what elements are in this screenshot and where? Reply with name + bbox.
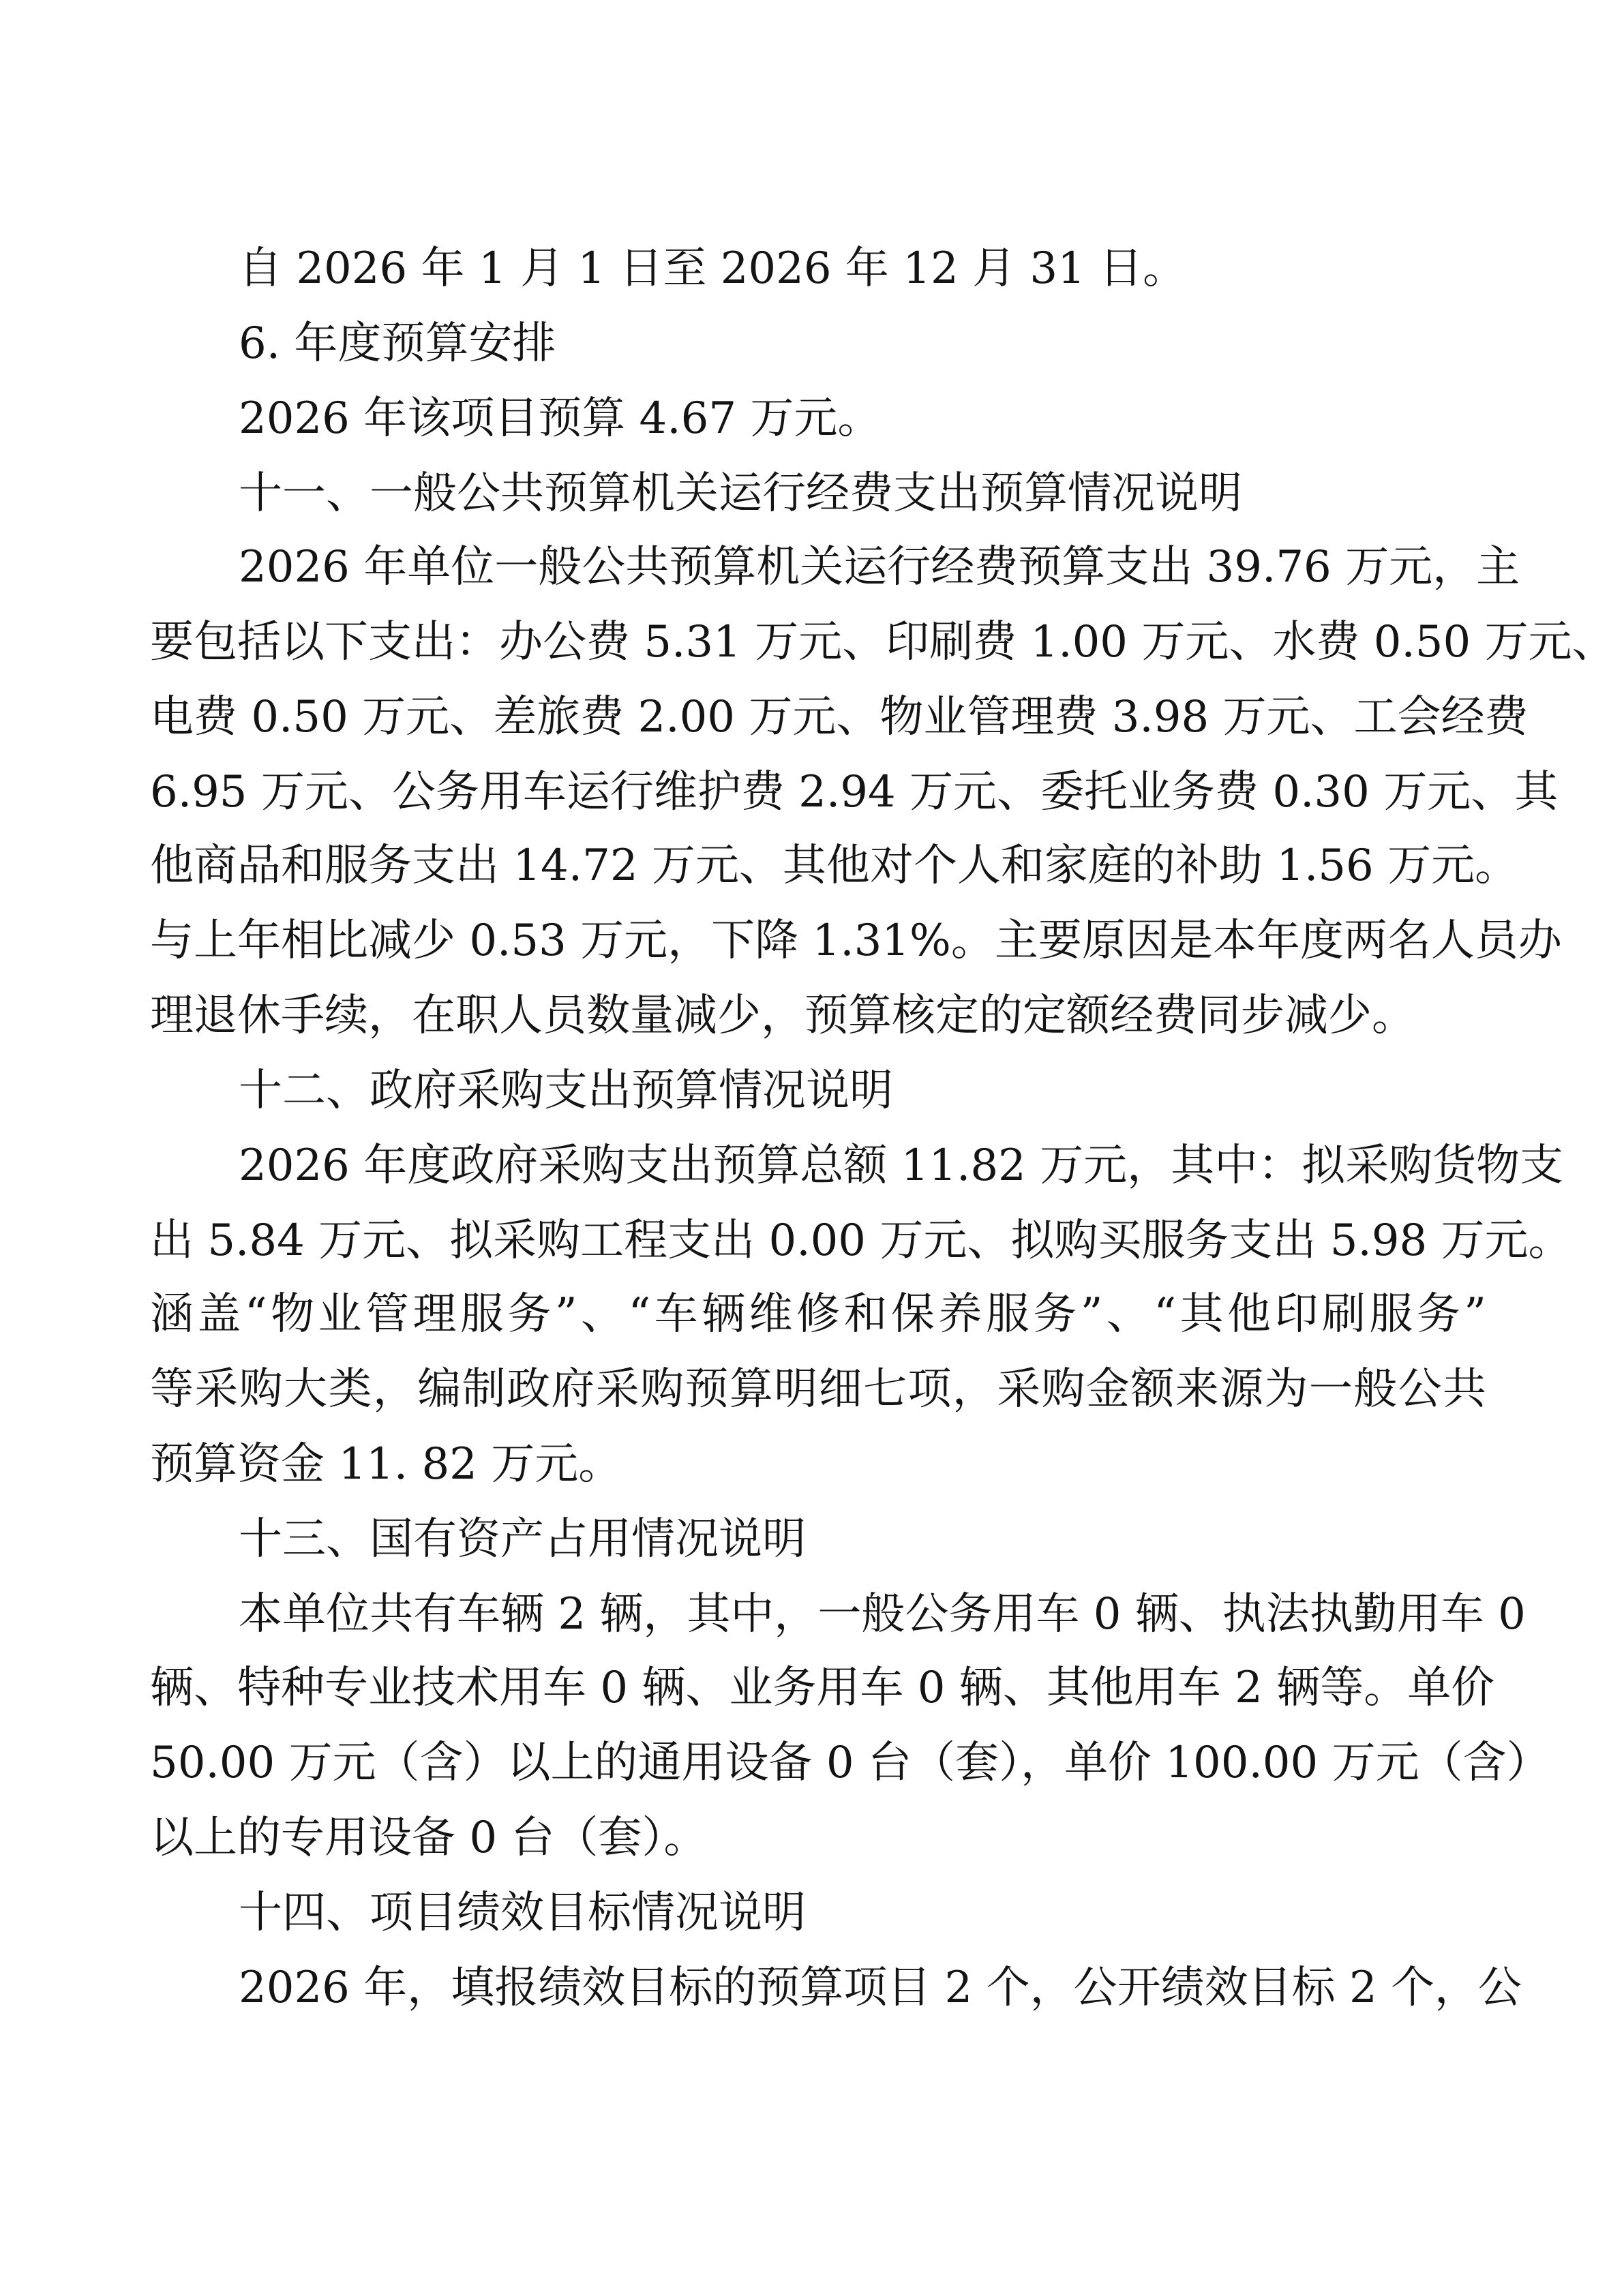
paragraph-line: 等采购大类，编制政府采购预算明细七项，采购金额来源为一般公共 <box>150 1364 1486 1415</box>
section-heading-11: 十一、一般公共预算机关运行经费支出预算情况说明 <box>239 468 1242 519</box>
paragraph-line: 50.00 万元（含）以上的通用设备 0 台（套），单价 100.00 万元（含） <box>150 1738 1550 1788</box>
paragraph-line: 理退休手续，在职人员数量减少，预算核定的定额经费同步减少。 <box>150 991 1415 1041</box>
paragraph-line: 预算资金 11. 82 万元。 <box>150 1439 622 1490</box>
section-heading-13: 十三、国有资产占用情况说明 <box>239 1514 806 1565</box>
paragraph-line: 电费 0.50 万元、差旅费 2.00 万元、物业管理费 3.98 万元、工会经费 <box>150 692 1529 742</box>
subheading-budget: 6. 年度预算安排 <box>239 318 556 369</box>
paragraph-line: 自 2026 年 1 月 1 日至 2026 年 12 月 31 日。 <box>239 243 1187 294</box>
paragraph-line: 出 5.84 万元、拟采购工程支出 0.00 万元、拟购买服务支出 5.98 万元。 <box>150 1215 1572 1266</box>
paragraph-line: 2026 年，填报绩效目标的预算项目 2 个，公开绩效目标 2 个，公 <box>239 1963 1522 2013</box>
paragraph-line: 2026 年度政府采购支出预算总额 11.82 万元，其中：拟采购货物支 <box>239 1141 1564 1191</box>
paragraph-line: 本单位共有车辆 2 辆，其中，一般公务用车 0 辆、执法执勤用车 0 <box>239 1589 1526 1640</box>
paragraph-line: 2026 年单位一般公共预算机关运行经费预算支出 39.76 万元，主 <box>239 542 1520 592</box>
paragraph-line: 他商品和服务支出 14.72 万元、其他对个人和家庭的补助 1.56 万元。 <box>150 841 1519 891</box>
paragraph-line: 与上年相比减少 0.53 万元，下降 1.31%。主要原因是本年度两名人员办 <box>150 916 1562 966</box>
paragraph-line: 以上的专用设备 0 台（套）。 <box>150 1813 708 1863</box>
paragraph-line: 6.95 万元、公务用车运行维护费 2.94 万元、委托业务费 0.30 万元、其 <box>150 767 1559 817</box>
section-heading-14: 十四、项目绩效目标情况说明 <box>239 1888 806 1938</box>
paragraph-line: 要包括以下支出：办公费 5.31 万元、印刷费 1.00 万元、水费 0.50 万元、 <box>150 617 1616 667</box>
paragraph-line: 辆、特种专业技术用车 0 辆、业务用车 0 辆、其他用车 2 辆等。单价 <box>150 1663 1495 1713</box>
paragraph-line: 涵盖“物业管理服务”、“车辆维修和保养服务”、“其他印刷服务” <box>150 1289 1486 1340</box>
section-heading-12: 十二、政府采购支出预算情况说明 <box>239 1066 893 1116</box>
paragraph-line: 2026 年该项目预算 4.67 万元。 <box>239 393 882 444</box>
